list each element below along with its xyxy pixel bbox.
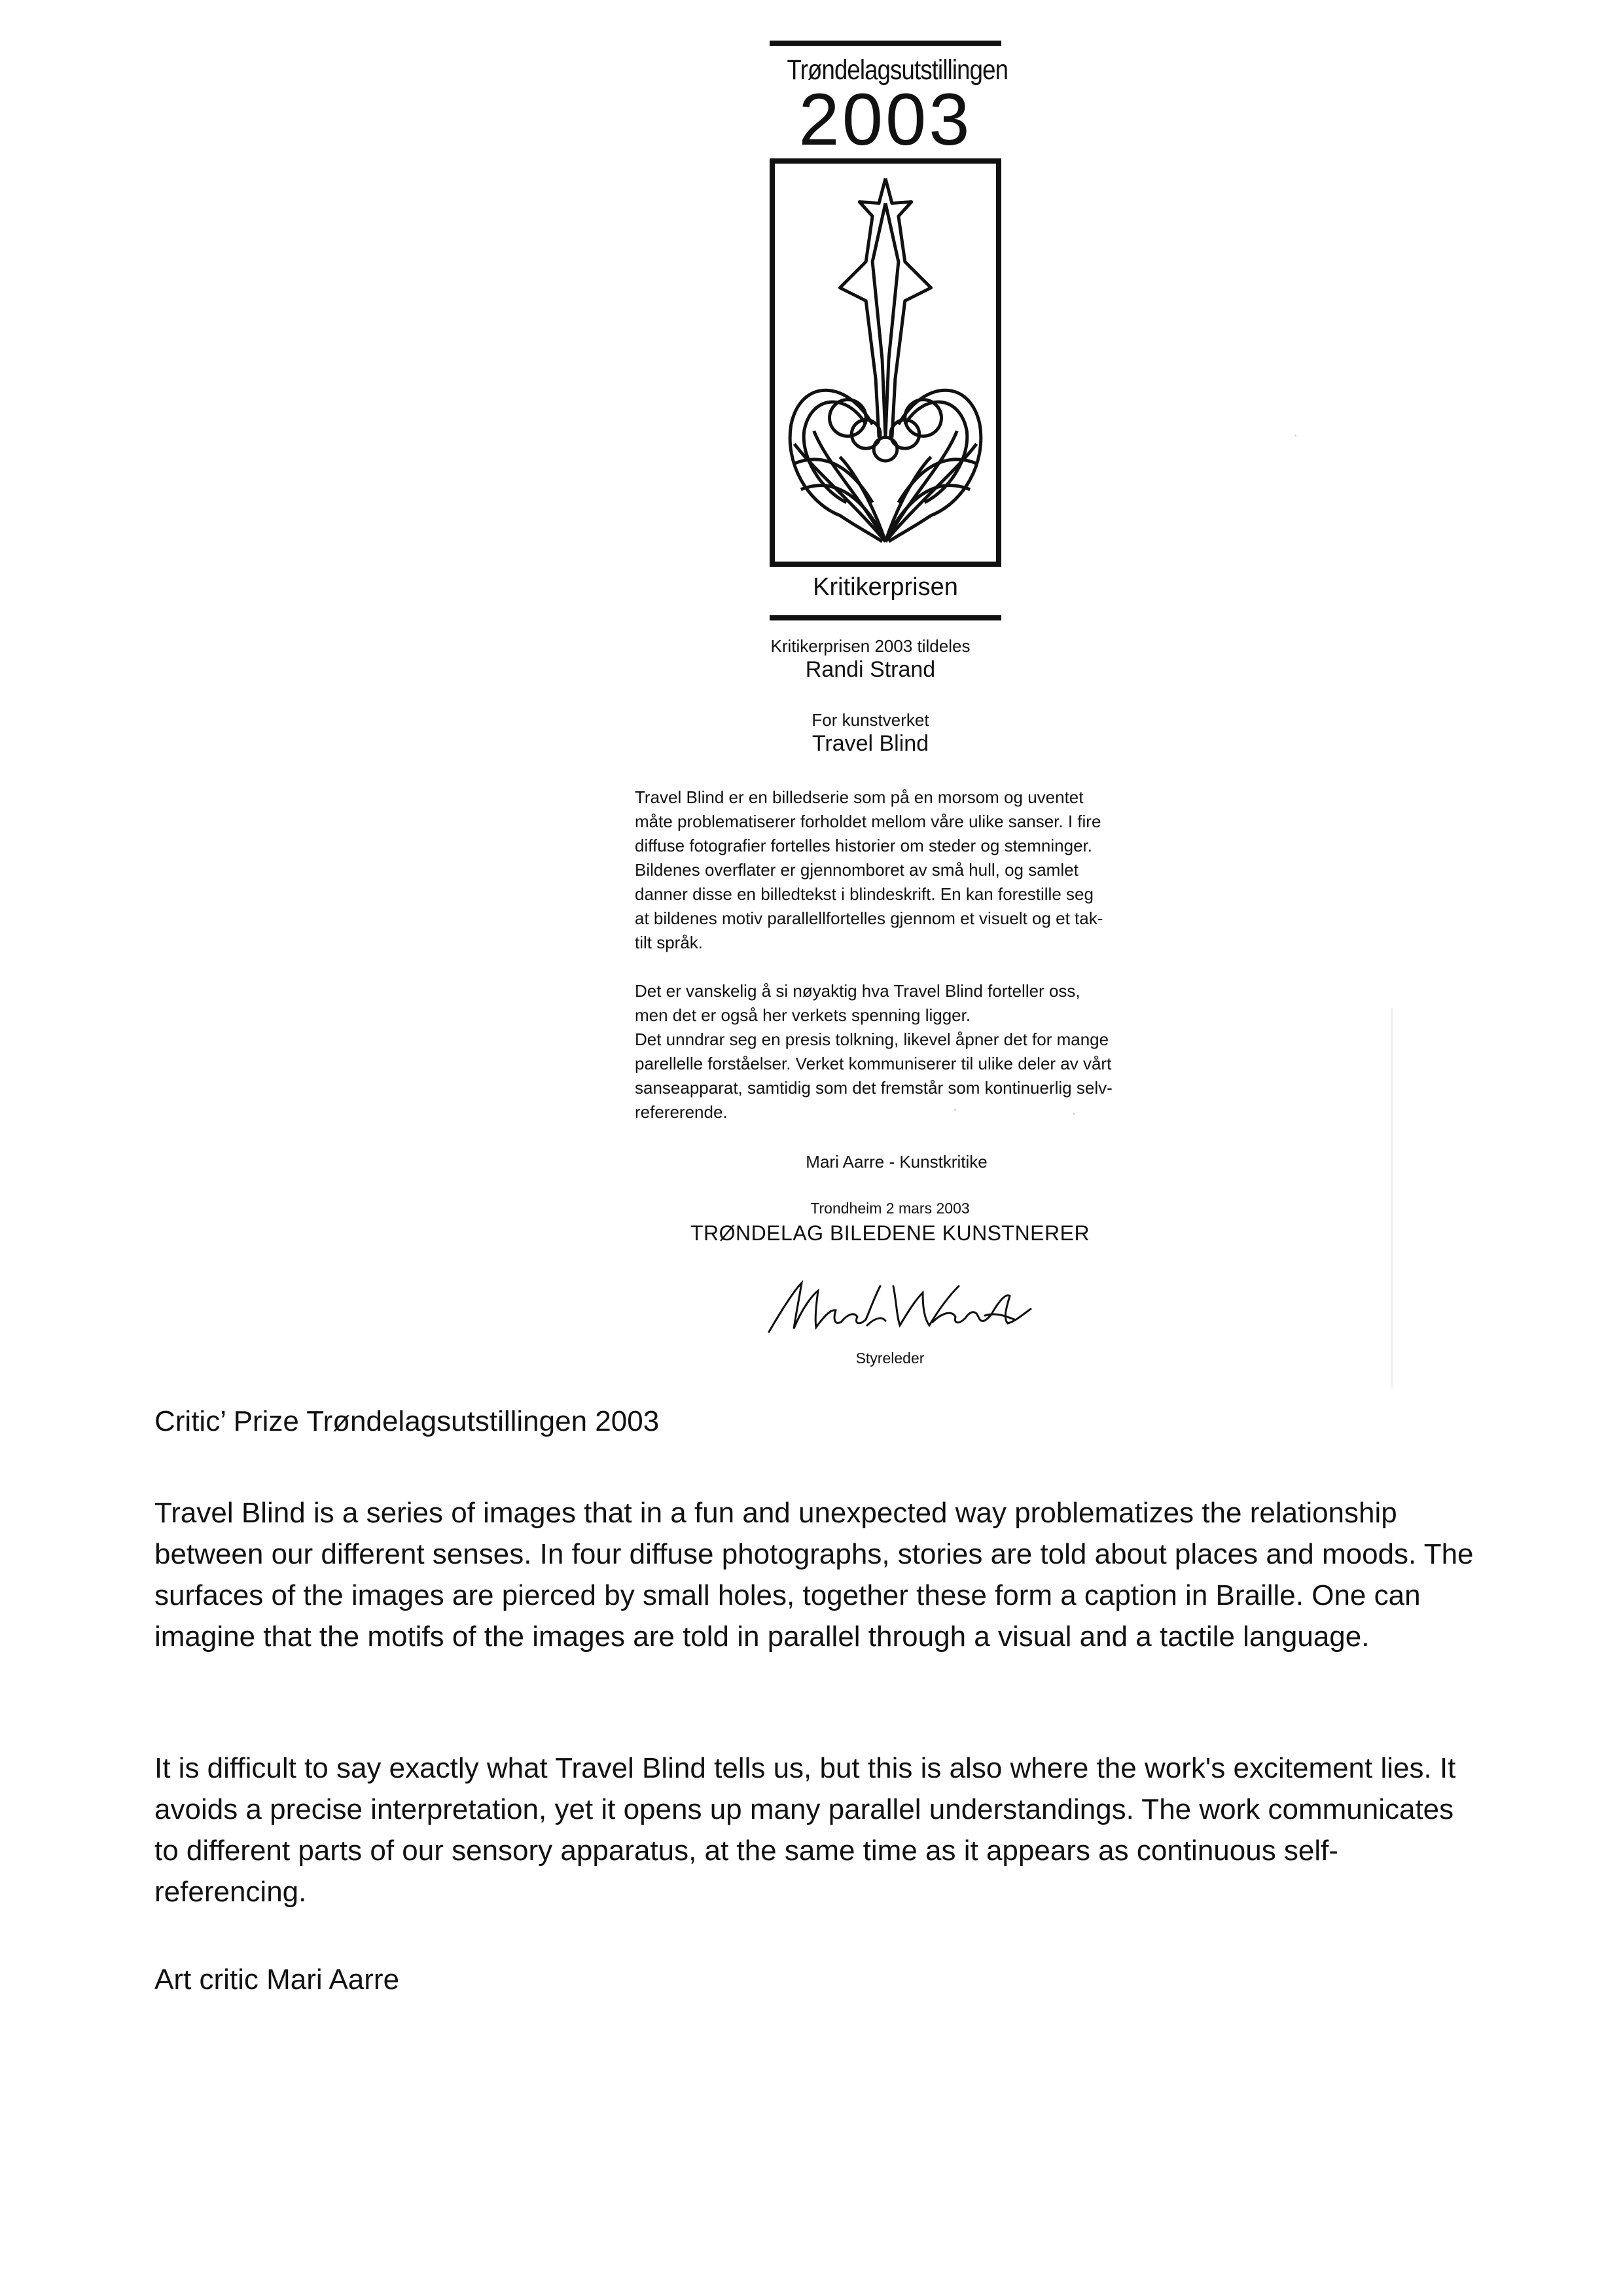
logo-bottom-rule [770,615,1001,620]
translation-heading: Critic’ Prize Trøndelagsutstillingen 2003 [154,1405,660,1437]
organization-name: TRØNDELAG BILEDENE KUNSTNERER [690,1221,1090,1245]
critic-line: Mari Aarre - Kunstkritike [806,1152,988,1172]
handwritten-signature [762,1263,1037,1342]
award-line: Kritikerprisen 2003 tildeles [770,636,971,656]
translation-paragraph-text: It is difficult to say exactly what Travel Blind tells us, but this is also where the work's excitement lies. It avoids a precise interpretation, yet it opens up many parallel understandings. The work communicates to different parts of our sensory apparatus, at the same time as it appears as continuous self-referencing. [154,1752,1456,1908]
logo-year: 2003 [798,79,972,160]
ornament-emblem-icon [775,164,996,562]
scan-speck [1294,435,1296,437]
signer-role: Styreleder [855,1350,925,1367]
artwork-title: Travel Blind [812,731,929,756]
certificate-paragraph: Det er vanskelig å si nøyaktig hva Travel Blind forteller oss, men det er også her verkets spenning ligger. Det unndrar seg en presis tolkning, likevel åpner det for mange parellelle forståelser. Verket kommuniserer til ulike deler av vårt sanseapparat, samtidig som det fremstår som kontinuerlig selv- refererende. [635,981,1113,1122]
exhibition-logo [770,41,1008,620]
logo-top-rule [770,41,1001,46]
scanned-certificate [576,33,1165,1381]
translation-paragraph-text: Travel Blind is a series of images that in a fun and unexpected way problematizes the relationship between our different senses. In four diffuse photographs, stories are told about places and moods. The surfaces of the images are pierced by small holes, together these form a caption in Braille. One can imagine that the motifs of the images are told in parallel through a visual and a tactile language. [154,1497,1474,1653]
recipient-name: Randi Strand [805,657,936,682]
certificate-paragraph: Travel Blind er en billedserie som på en morsom og uventet måte problematiserer forholdet mellom våre ulike sanser. I fire diffuse fotografier fortelles historier om steder og stemninger. Bildenes overflater er gjennomboret av små hull, og samlet danner disse en billedtekst i blindeskrift. En kan forestille seg at bildenes motiv parallellfortelles gjennom et visuelt og et tak- tilt språk. [635,787,1103,952]
for-artwork-label: For kunstverket [812,710,929,730]
scan-edge [1391,1008,1393,1388]
logo-brand: Trøndelagsutstillingen [787,54,1008,86]
translation-signoff: Art critic Mari Aarre [154,1964,400,1996]
logo-prize-name: Kritikerprisen [813,573,958,601]
translation-paragraph [154,1492,1476,1657]
certificate-body [635,785,1145,1149]
logo-emblem-frame [770,158,1001,567]
place-date: Trondheim 2 mars 2003 [810,1200,970,1217]
translation-paragraph [154,1748,1476,1912]
